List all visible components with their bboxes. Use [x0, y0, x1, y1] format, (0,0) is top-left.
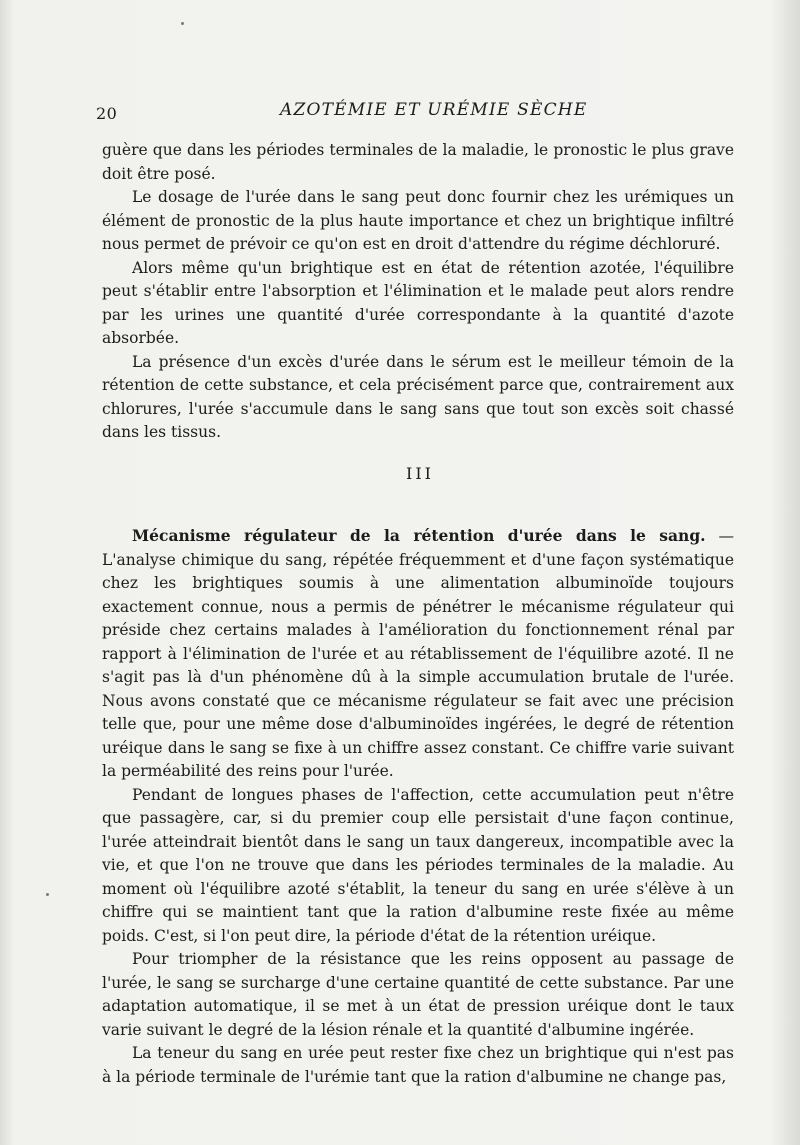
paragraph: Alors même qu'un brightique est en état de rétention azotée, l'équilibre peut s'établir entre l'absorption et l'élimination et le malade peut alors rendre par les urines une quantité d'urée correspondante à la quantité d'azote absorbée. [102, 258, 734, 347]
running-title: AZOTÉMIE ET URÉMIE SÈCHE [280, 100, 588, 120]
running-head [96, 100, 736, 126]
section-numeral: III [406, 464, 434, 483]
page-number: 20 [96, 104, 118, 123]
paragraph: Pour triompher de la résistance que les reins opposent au passage de l'urée, le sang se surcharge d'une certaine quantité de cette substance. Par une adaptation automatique, il se met à un état de pression uréique dont le taux varie suivant le degré de la lésion rénale et la quantité d'albumine ingérée. [102, 950, 734, 1039]
paragraph: Pendant de longues phases de l'affection, cette accumulation peut n'être que passagère, car, si du premier coup elle persistait d'une façon continue, l'urée atteindrait bientôt dans le sang un taux dangereux, incompatible avec la vie, et que l'on ne trouve que dans les périodes terminales de la maladie. Au moment où l'équilibre azoté s'établit, la teneur du sang en urée s'élève à un chiffre qui se maintient tant que la ration d'albumine reste fixée au même poids. C'est, si l'on peut dire, la période d'état de la rétention uréique. [102, 785, 734, 945]
paragraph-continuation: guère que dans les périodes terminales de la maladie, le pronostic le plus grave doit être posé. [102, 141, 734, 183]
paragraph: La teneur du sang en urée peut rester fixe chez un brightique qui n'est pas à la période terminale de l'urémie tant que la ration d'albumine ne change pas, [102, 1044, 734, 1086]
section-opening-paragraph [102, 524, 734, 784]
text-block-top [102, 139, 734, 445]
text-block-bottom [102, 524, 734, 1089]
paragraph: Le dosage de l'urée dans le sang peut donc fournir chez les urémiques un élément de pronostic de la plus haute importance et chez un brightique infiltré nous permet de prévoir ce qu'on est en droit d'attendre du régime déchloruré. [102, 188, 734, 253]
paper-speck [181, 22, 184, 25]
paper-speck [46, 893, 49, 896]
section-title: Mécanisme régulateur de la rétention d'urée dans le sang. [132, 526, 706, 545]
paragraph: La présence d'un excès d'urée dans le sérum est le meilleur témoin de la rétention de cette substance, et cela précisément parce que, contrairement aux chlorures, l'urée s'accumule dans le sang sans que tout son excès soit chassé dans les tissus. [102, 352, 734, 441]
section-opening-text: — L'analyse chimique du sang, répétée fréquemment et d'une façon systématique chez les brightiques soumis à une alimentation albuminoïde toujours exactement connue, nous a permis de pénétrer le mécanisme régulateur qui préside chez certains malades à l'amélioration du fonctionnement rénal par rapport à l'élimination de l'urée et au rétablissement de l'équilibre azoté. Il ne s'agit pas là d'un phénomène dû à la simple accumulation brutale de l'urée. Nous avons constaté que ce mécanisme régulateur se fait avec une précision telle que, pour une même dose d'albuminoïdes ingérées, le degré de rétention uréique dans le sang se fixe à un chiffre assez constant. Ce chiffre varie suivant la perméabilité des reins pour l'urée. [102, 527, 734, 780]
